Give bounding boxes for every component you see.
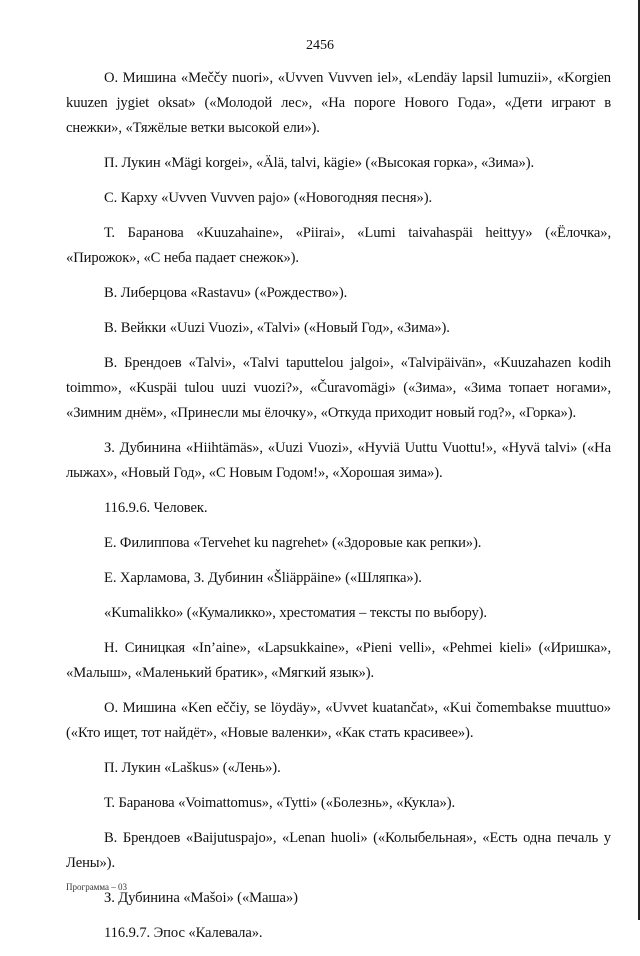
paragraph-filippova: Е. Филиппова «Tervehet ku nagrehet» («Здоровые как репки»). bbox=[104, 535, 482, 551]
paragraph-dubinina-2: З. Дубинина «Mašoi» («Маша») bbox=[104, 890, 298, 906]
paragraph-veikki: В. Вейкки «Uuzi Vuozi», «Talvi» («Новый Год», «Зима»). bbox=[104, 320, 450, 336]
paragraph-karhu: С. Карху «Uvven Vuvven pajo» («Новогодняя песня»). bbox=[104, 190, 433, 206]
paragraph-baranova-1: Т. Баранова «Kuuzahaine», «Piirai», «Lumi taivahaspäi heittyy» («Ёлочка», «Пирожок», «С неба падает снежок»). bbox=[66, 225, 611, 266]
section-heading-chelovek: 116.9.6. Человек. bbox=[104, 500, 208, 516]
paragraph-libertsova: В. Либерцова «Rastavu» («Рождество»). bbox=[104, 285, 348, 301]
page-footer: Программа – 03 bbox=[66, 882, 128, 892]
paragraph-dubinina-1: З. Дубинина «Hiihtämäs», «Uuzi Vuozi», «Hyviä Uuttu Vuottu!», «Hyvä talvi» («На лыжах», «Новый Год», «С Новым Годом!», «Хорошая зима»). bbox=[66, 440, 611, 481]
paragraph-brendoev-2: В. Брендоев «Baijutuspajo», «Lenan huoli» («Колыбельная», «Есть одна печаль у Лены»). bbox=[66, 830, 611, 871]
paragraph-baranova-2: Т. Баранова «Voimattomus», «Tytti» («Болезнь», «Кукла»). bbox=[104, 795, 456, 811]
section-heading-kalevala: 116.9.7. Эпос «Калевала». bbox=[104, 925, 263, 941]
paragraph-lukin-2: П. Лукин «Laškus» («Лень»). bbox=[104, 760, 281, 776]
paragraph-brendoev-1: В. Брендоев «Talvi», «Talvi taputtelou jalgoi», «Talvipäivän», «Kuuzahazen kodih toimmo», «Kuspäi tulou uuzi vuozi?», «Čuravomägi» («Зима», «Зима топает ногами», «Зимним днём», «Принесли мы ёлочку», «Откуда приходит новый год?», «Горка»). bbox=[66, 355, 611, 421]
paragraph-lukin-1: П. Лукин «Mägi korgei», «Älä, talvi, kägie» («Высокая горка», «Зима»). bbox=[104, 155, 535, 171]
paragraph-mishina-2: О. Мишина «Ken eččiy, se löydäy», «Uvvet kuatančat», «Kui čomembakse muuttuo» («Кто ищет, тот найдёт», «Новые валенки», «Как стать красивее»). bbox=[66, 700, 611, 741]
paragraph-sinitskaya: Н. Синицкая «In’aine», «Lapsukkaine», «Pieni velli», «Pehmei kieli» («Иришка», «Малыш», «Маленький братик», «Мягкий язык»). bbox=[66, 640, 611, 681]
paragraph-kharlamova: Е. Харламова, З. Дубинин «Šliäppäine» («Шляпка»). bbox=[104, 570, 422, 586]
paragraph-kumalikko: «Kumalikko» («Кумаликко», хрестоматия – тексты по выбору). bbox=[104, 605, 487, 621]
page-number: 2456 bbox=[306, 38, 334, 53]
document-body bbox=[66, 66, 611, 956]
paragraph-mishina-1: О. Мишина «Meččy nuori», «Uvven Vuvven iel», «Lendäy lapsil lumuzii», «Korgien kuuzen jygiet oksat» («Молодой лес», «На пороге Нового Года», «Дети играют в снежки», «Тяжёлые ветки высокой ели»). bbox=[66, 70, 611, 136]
